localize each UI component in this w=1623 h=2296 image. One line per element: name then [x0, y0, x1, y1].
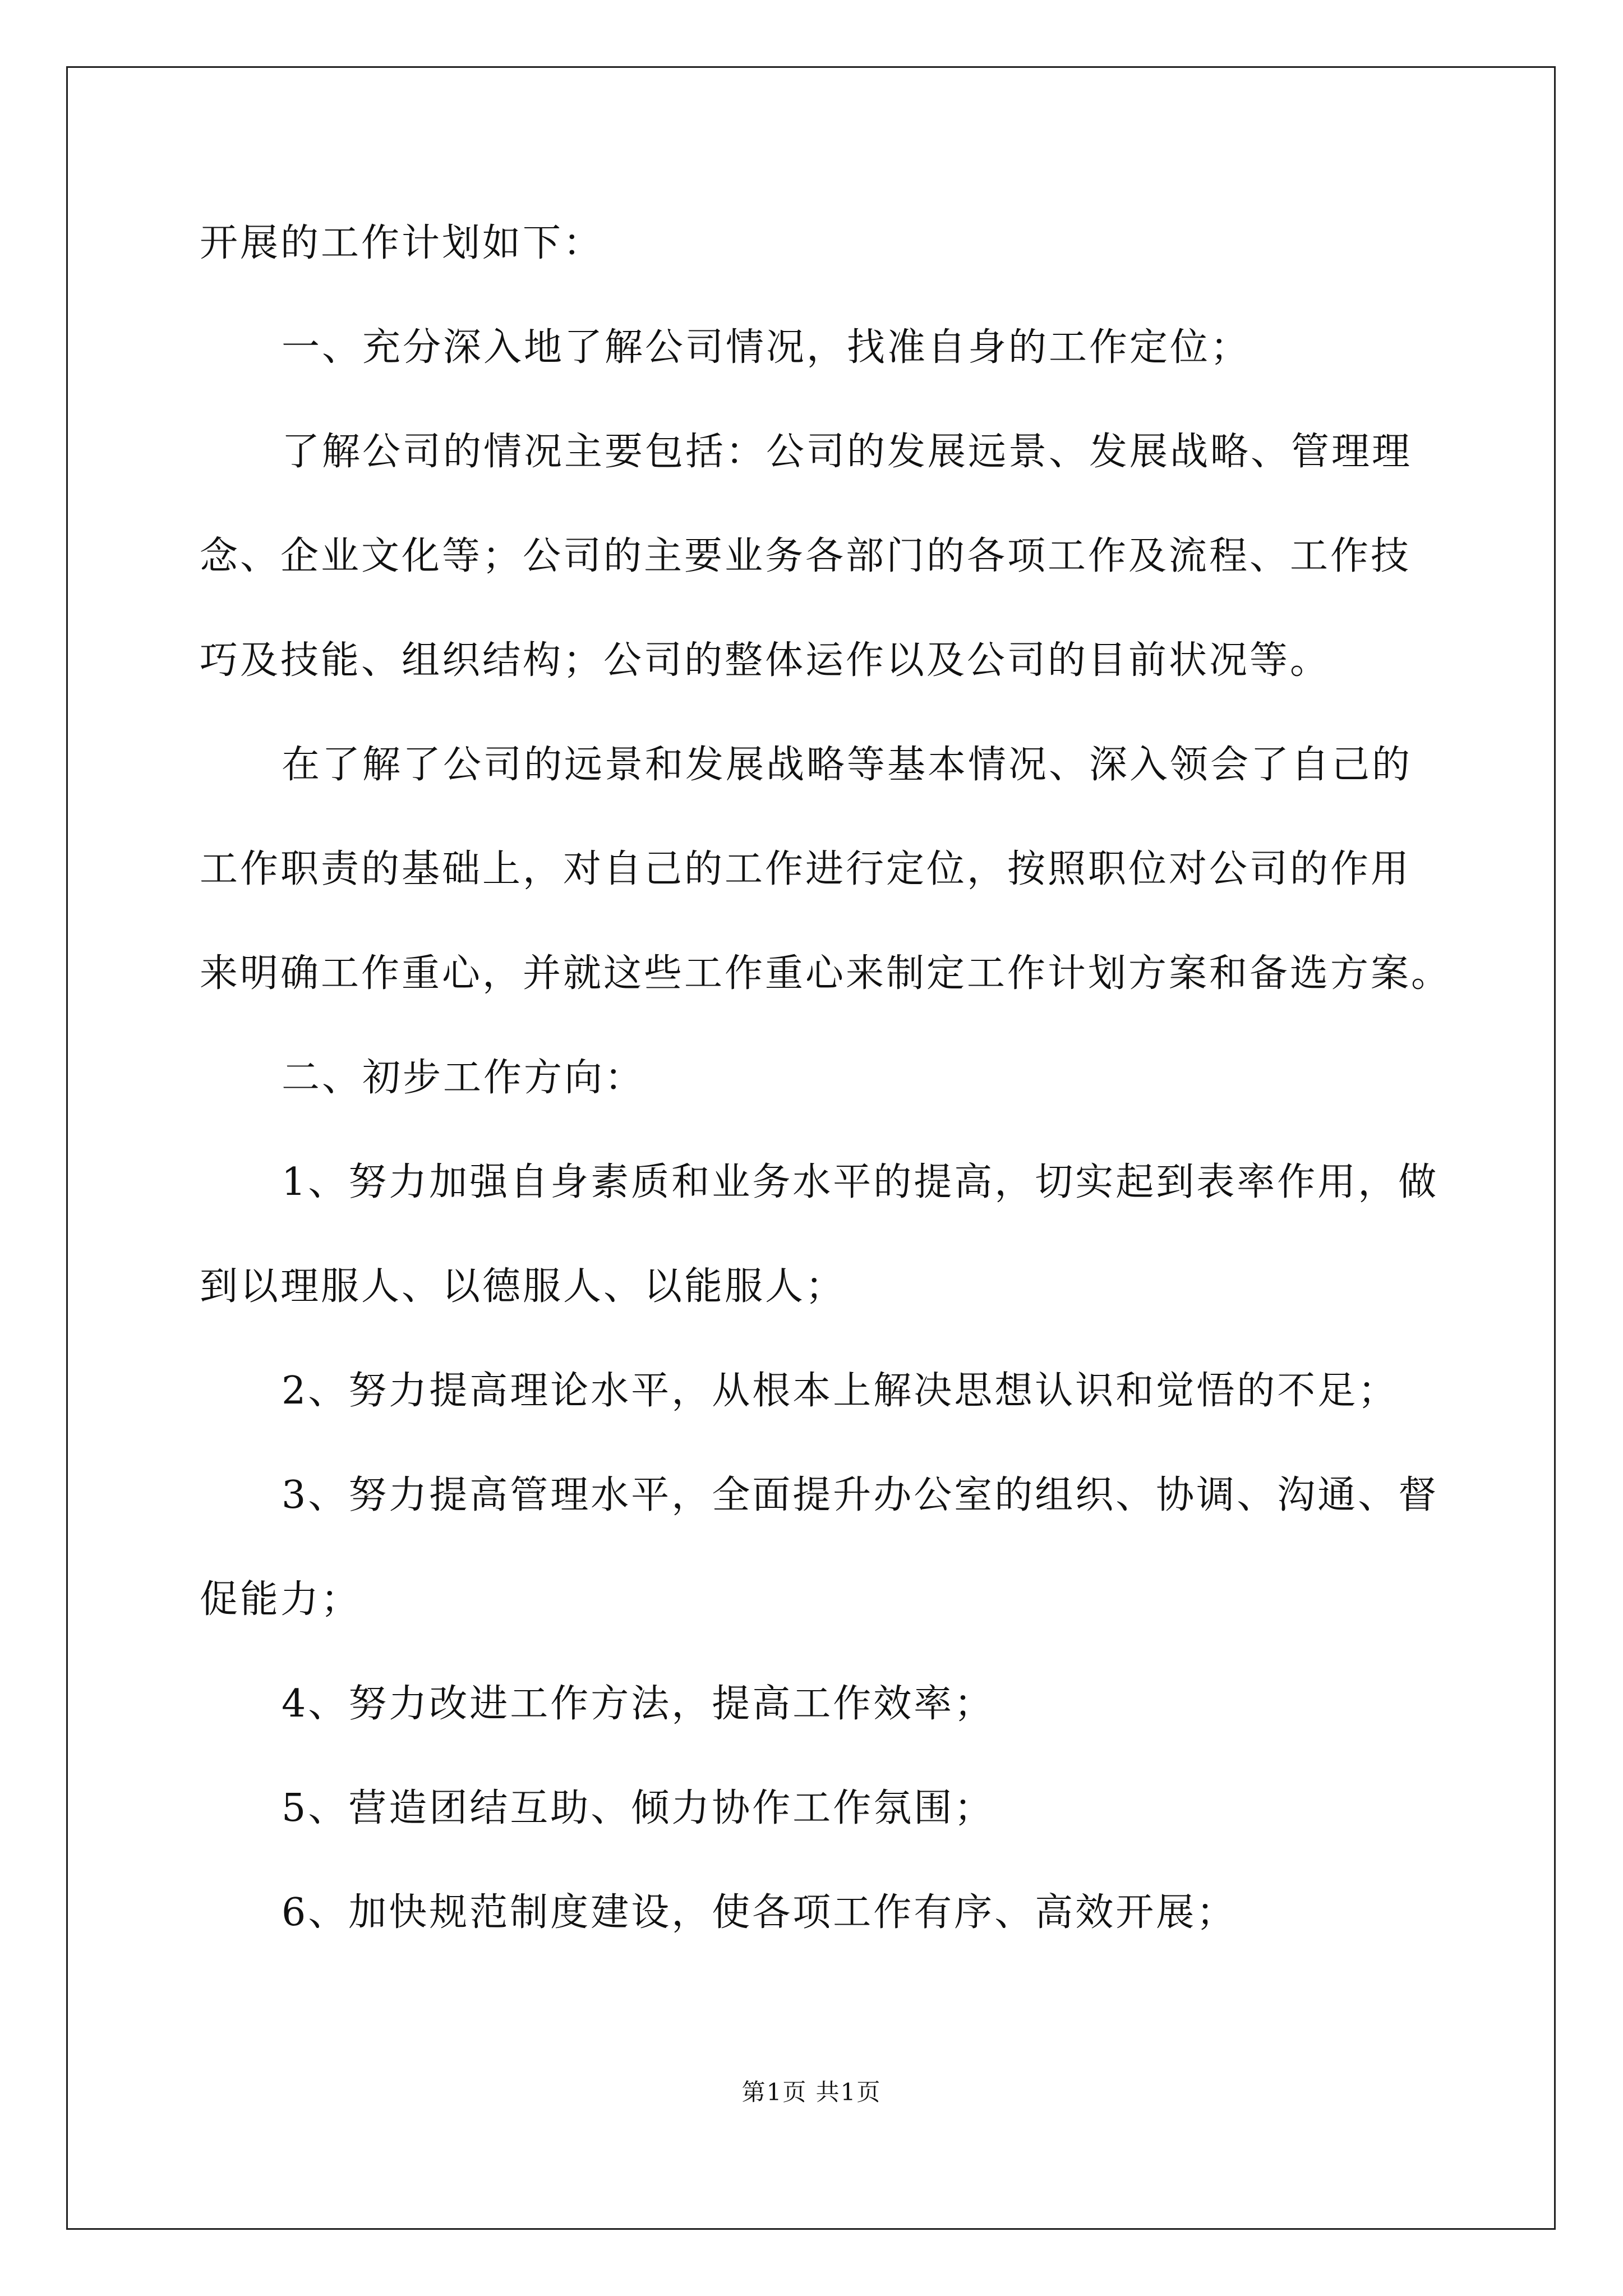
list-item: 6、加快规范制度建设，使各项工作有序、高效开展；	[282, 1890, 1237, 1935]
list-item: 5、营造团结互助、倾力协作工作氛围；	[282, 1786, 995, 1830]
text-line: 开展的工作计划如下：	[200, 221, 604, 265]
list-item-continuation: 促能力；	[200, 1577, 362, 1622]
section-heading: 二、初步工作方向：	[282, 1056, 645, 1100]
text-line: 在了解了公司的远景和发展战略等基本情况、深入领会了自己的	[282, 743, 1413, 787]
list-item-continuation: 到以理服人、以德服人、以能服人；	[200, 1264, 846, 1309]
text-line: 巧及技能、组织结构；公司的整体运作以及公司的目前状况等。	[200, 638, 1331, 683]
text-line: 来明确工作重心，并就这些工作重心来制定工作计划方案和备选方案。	[200, 951, 1452, 996]
text-line: 工作职责的基础上，对自己的工作进行定位，按照职位对公司的作用	[200, 847, 1412, 891]
text-line: 念、企业文化等；公司的主要业务各部门的各项工作及流程、工作技	[200, 534, 1412, 578]
list-item: 4、努力改进工作方法，提高工作效率；	[282, 1682, 995, 1726]
list-item: 2、努力提高理论水平，从根本上解决思想认识和觉悟的不足；	[282, 1369, 1399, 1413]
page-number-footer: 第1页 共1页	[741, 2078, 882, 2106]
section-heading: 一、充分深入地了解公司情况，找准自身的工作定位；	[282, 325, 1251, 370]
list-item: 1、努力加强自身素质和业务水平的提高，切实起到表率作用，做	[282, 1160, 1439, 1204]
list-item: 3、努力提高管理水平，全面提升办公室的组织、协调、沟通、督	[282, 1473, 1439, 1517]
text-line: 了解公司的情况主要包括：公司的发展远景、发展战略、管理理	[282, 430, 1413, 474]
